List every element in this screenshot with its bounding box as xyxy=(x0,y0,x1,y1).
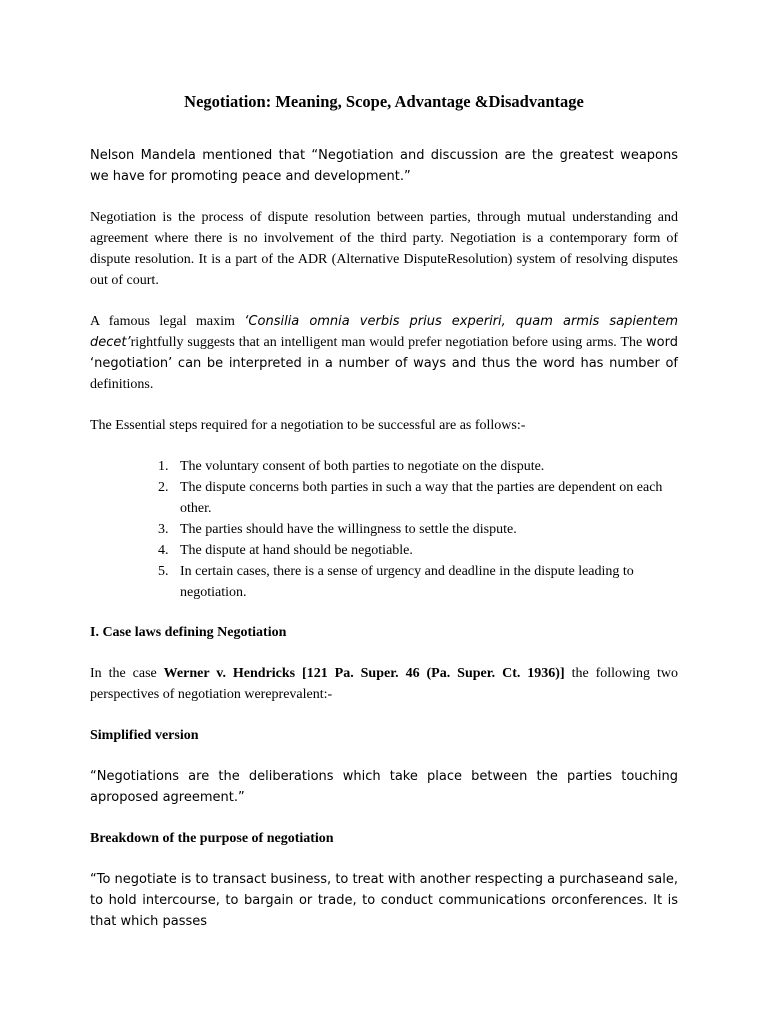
list-item-number: 3. xyxy=(158,522,169,537)
list-item-text: In certain cases, there is a sense of urgency and deadline in the dispute leading to negotiation. xyxy=(180,564,634,600)
case-name: Werner v. Hendricks [121 Pa. Super. 46 (Pa. Super. Ct. 1936)] xyxy=(163,666,565,681)
maxim-text: ‘Consilia omnia verbis prius experiri, quam armis sapientem decet’ xyxy=(90,314,678,350)
paragraph-negotiation-definition: Negotiation is the process of dispute resolution between parties, through mutual understanding and agreement where there is no involvement of the third party. Negotiation is a contemporary form of dispute resolution. It is a part of the ADR (Alternative DisputeResolution) system of resolving disputes out of court. xyxy=(90,210,678,288)
list-item-number: 1. xyxy=(158,459,169,474)
list-item-text: The dispute at hand should be negotiable. xyxy=(180,543,413,558)
case-suffix: the following two perspectives of negotiation wereprevalent:- xyxy=(90,666,678,702)
list-item-number: 2. xyxy=(158,480,169,495)
maxim-prefix: A famous legal maxim xyxy=(90,314,245,329)
breakdown-quote-text: “To negotiate is to transact business, to treat with another respecting a purchaseand sale, to hold intercourse, to bargain or trade, to conduct communications orconferences. It is that which passes xyxy=(90,872,678,929)
list-item xyxy=(158,561,678,603)
simplified-quote: “Negotiations are the deliberations which take place between the parties touching aproposed agreement.” xyxy=(90,769,678,805)
section-heading-simplified: Simplified version xyxy=(90,728,199,743)
list-item-text: The dispute concerns both parties in such a way that the parties are dependent on each other. xyxy=(180,480,663,516)
case-prefix: In the case xyxy=(90,666,164,681)
steps-intro: The Essential steps required for a negotiation to be successful are as follows:- xyxy=(90,418,526,433)
list-item-text: The parties should have the willingness to settle the dispute. xyxy=(180,522,517,537)
list-item-number: 5. xyxy=(158,564,169,579)
section-heading-breakdown: Breakdown of the purpose of negotiation xyxy=(90,831,334,846)
maxim-end: definitions. xyxy=(90,377,154,392)
steps-list xyxy=(90,456,678,603)
section-heading-case-laws: I. Case laws defining Negotiation xyxy=(90,625,287,640)
list-item xyxy=(158,477,678,519)
breakdown-quote xyxy=(90,869,678,932)
list-item xyxy=(158,540,678,561)
maxim-sans-text: word ‘negotiation’ can be interpreted in a number of ways and thus the word has number of xyxy=(90,335,678,371)
maxim-mid: rightfully suggests that an intelligent man would prefer negotiation before using arms. The xyxy=(130,335,647,350)
paragraph-case xyxy=(90,663,678,705)
list-item xyxy=(158,519,678,540)
paragraph-legal-maxim xyxy=(90,311,678,395)
paragraph-mandela-quote: Nelson Mandela mentioned that “Negotiation and discussion are the greatest weapons we have for promoting peace and development.” xyxy=(90,148,678,184)
list-item xyxy=(158,456,678,477)
page-title: Negotiation: Meaning, Scope, Advantage &Disadvantage xyxy=(184,92,584,111)
list-item-text: The voluntary consent of both parties to negotiate on the dispute. xyxy=(180,459,545,474)
list-item-number: 4. xyxy=(158,543,169,558)
